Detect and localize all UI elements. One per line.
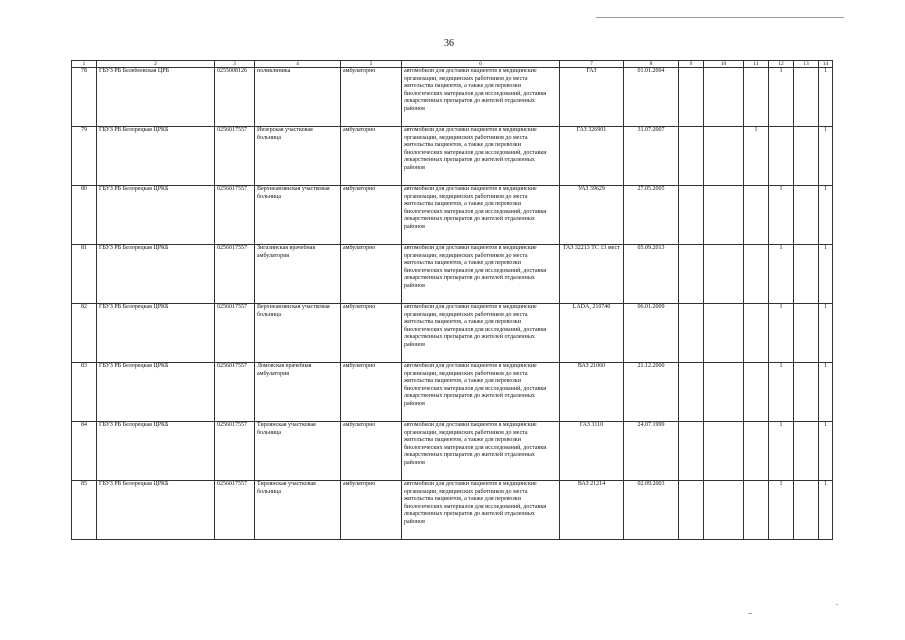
care-type: амбулаторно bbox=[341, 68, 402, 127]
col-11 bbox=[744, 245, 769, 304]
col-13 bbox=[794, 422, 819, 481]
col-12: 1 bbox=[769, 68, 794, 127]
col-11 bbox=[744, 68, 769, 127]
inn: 0256017557 bbox=[215, 304, 255, 363]
col-header: 12 bbox=[769, 61, 794, 68]
commission-date: 31.07.2007 bbox=[624, 127, 679, 186]
organization: ГБУЗ РБ Белорецкая ЦРКБ bbox=[97, 127, 215, 186]
col-10 bbox=[704, 481, 744, 540]
organization: ГБУЗ РБ Белорецкая ЦРКБ bbox=[97, 304, 215, 363]
unit-name: Верхнеавзянская участковая больница bbox=[255, 186, 341, 245]
inn: 0256017557 bbox=[215, 481, 255, 540]
row-number: 84 bbox=[72, 422, 97, 481]
row-number: 81 bbox=[72, 245, 97, 304]
col-header: 5 bbox=[341, 61, 402, 68]
unit-name: поликлиника bbox=[255, 68, 341, 127]
table-row bbox=[72, 422, 833, 481]
col-14: 1 bbox=[819, 127, 833, 186]
col-10 bbox=[704, 304, 744, 363]
col-12 bbox=[769, 127, 794, 186]
commission-date: 02.09.2003 bbox=[624, 481, 679, 540]
unit-name: Зигазинская врачебная амбулатория bbox=[255, 245, 341, 304]
care-type: амбулаторно bbox=[341, 127, 402, 186]
organization: ГБУЗ РБ Белорецкая ЦРКБ bbox=[97, 363, 215, 422]
col-header: 3 bbox=[215, 61, 255, 68]
inn: 0256017557 bbox=[215, 422, 255, 481]
col-12: 1 bbox=[769, 422, 794, 481]
vehicle-purpose: автомобили для доставки пациентов в медицинские организации, медицинских работников до места жительства пациентов, а также для перевозки биологических материалов для исследований, доставки лекарственных препаратов до жителей отдаленных районов bbox=[402, 422, 560, 481]
commission-date: 01.01.2004 bbox=[624, 68, 679, 127]
col-14: 1 bbox=[819, 68, 833, 127]
col-12: 1 bbox=[769, 304, 794, 363]
organization: ГБУЗ РБ Белебеевская ЦРБ bbox=[97, 68, 215, 127]
care-type: амбулаторно bbox=[341, 481, 402, 540]
vehicle-model: УАЗ 39629 bbox=[560, 186, 624, 245]
col-header: 11 bbox=[744, 61, 769, 68]
vehicle-model: LADA, 210740 bbox=[560, 304, 624, 363]
col-header: 7 bbox=[560, 61, 624, 68]
col-11: 1 bbox=[744, 127, 769, 186]
col-14: 1 bbox=[819, 422, 833, 481]
inn: 0255008126 bbox=[215, 68, 255, 127]
col-header: 2 bbox=[97, 61, 215, 68]
col-11 bbox=[744, 481, 769, 540]
row-number: 78 bbox=[72, 68, 97, 127]
table-row bbox=[72, 68, 833, 127]
unit-name: Тирлянская участковая больница bbox=[255, 481, 341, 540]
row-number: 85 bbox=[72, 481, 97, 540]
col-13 bbox=[794, 127, 819, 186]
unit-name: Инзерская участковая больница bbox=[255, 127, 341, 186]
col-9 bbox=[679, 68, 704, 127]
col-header: 14 bbox=[819, 61, 833, 68]
col-10 bbox=[704, 127, 744, 186]
col-13 bbox=[794, 481, 819, 540]
col-12: 1 bbox=[769, 363, 794, 422]
col-13 bbox=[794, 68, 819, 127]
col-9 bbox=[679, 245, 704, 304]
inn: 0256017557 bbox=[215, 186, 255, 245]
commission-date: 24.07.1999 bbox=[624, 422, 679, 481]
col-9 bbox=[679, 304, 704, 363]
header-rule bbox=[596, 17, 844, 18]
col-14: 1 bbox=[819, 304, 833, 363]
col-13 bbox=[794, 304, 819, 363]
table-row bbox=[72, 481, 833, 540]
vehicle-register-table bbox=[71, 60, 833, 540]
unit-name: Ломовская врачебная амбулатория bbox=[255, 363, 341, 422]
col-11 bbox=[744, 304, 769, 363]
col-10 bbox=[704, 68, 744, 127]
table-row bbox=[72, 186, 833, 245]
col-header: 13 bbox=[794, 61, 819, 68]
table-row bbox=[72, 304, 833, 363]
col-14: 1 bbox=[819, 481, 833, 540]
scan-mark bbox=[836, 604, 838, 605]
vehicle-purpose: автомобили для доставки пациентов в медицинские организации, медицинских работников до места жительства пациентов, а также для перевозки биологических материалов для исследований, доставки лекарственных препаратов до жителей отдаленных районов bbox=[402, 481, 560, 540]
col-header: 4 bbox=[255, 61, 341, 68]
col-13 bbox=[794, 186, 819, 245]
col-header: 1 bbox=[72, 61, 97, 68]
col-10 bbox=[704, 363, 744, 422]
col-14: 1 bbox=[819, 186, 833, 245]
col-13 bbox=[794, 363, 819, 422]
organization: ГБУЗ РБ Белорецкая ЦРКБ bbox=[97, 481, 215, 540]
care-type: амбулаторно bbox=[341, 304, 402, 363]
inn: 0256017557 bbox=[215, 127, 255, 186]
care-type: амбулаторно bbox=[341, 363, 402, 422]
inn: 0256017557 bbox=[215, 363, 255, 422]
vehicle-purpose: автомобили для доставки пациентов в медицинские организации, медицинских работников до места жительства пациентов, а также для перевозки биологических материалов для исследований, доставки лекарственных препаратов до жителей отдаленных районов bbox=[402, 127, 560, 186]
row-number: 80 bbox=[72, 186, 97, 245]
table-row bbox=[72, 127, 833, 186]
scan-mark bbox=[748, 613, 752, 614]
col-12: 1 bbox=[769, 481, 794, 540]
col-11 bbox=[744, 363, 769, 422]
vehicle-model: ВАЗ 21214 bbox=[560, 481, 624, 540]
vehicle-model: ГАЗ 3110 bbox=[560, 422, 624, 481]
vehicle-model: ГАЗ 32213 ТС 13 мест bbox=[560, 245, 624, 304]
col-14: 1 bbox=[819, 363, 833, 422]
col-12: 1 bbox=[769, 245, 794, 304]
col-header: 10 bbox=[704, 61, 744, 68]
vehicle-purpose: автомобили для доставки пациентов в медицинские организации, медицинских работников до места жительства пациентов, а также для перевозки биологических материалов для исследований, доставки лекарственных препаратов до жителей отдаленных районов bbox=[402, 245, 560, 304]
unit-name: Верхнеавзянская участковая больница bbox=[255, 304, 341, 363]
care-type: амбулаторно bbox=[341, 422, 402, 481]
col-13 bbox=[794, 245, 819, 304]
col-9 bbox=[679, 363, 704, 422]
col-12: 1 bbox=[769, 186, 794, 245]
col-10 bbox=[704, 245, 744, 304]
row-number: 82 bbox=[72, 304, 97, 363]
col-9 bbox=[679, 186, 704, 245]
col-11 bbox=[744, 186, 769, 245]
vehicle-purpose: автомобили для доставки пациентов в медицинские организации, медицинских работников до места жительства пациентов, а также для перевозки биологических материалов для исследований, доставки лекарственных препаратов до жителей отдаленных районов bbox=[402, 186, 560, 245]
vehicle-purpose: автомобили для доставки пациентов в медицинские организации, медицинских работников до места жительства пациентов, а также для перевозки биологических материалов для исследований, доставки лекарственных препаратов до жителей отдаленных районов bbox=[402, 304, 560, 363]
organization: ГБУЗ РБ Белорецкая ЦРКБ bbox=[97, 245, 215, 304]
table-row bbox=[72, 363, 833, 422]
commission-date: 05.09.2013 bbox=[624, 245, 679, 304]
inn: 0256017557 bbox=[215, 245, 255, 304]
col-10 bbox=[704, 186, 744, 245]
organization: ГБУЗ РБ Белорецкая ЦРКБ bbox=[97, 186, 215, 245]
vehicle-purpose: автомобили для доставки пациентов в медицинские организации, медицинских работников до места жительства пациентов, а также для перевозки биологических материалов для исследований, доставки лекарственных препаратов до жителей отдаленных районов bbox=[402, 68, 560, 127]
vehicle-model: ГАЗ 326901 bbox=[560, 127, 624, 186]
col-14: 1 bbox=[819, 245, 833, 304]
unit-name: Тирлянская участковая больница bbox=[255, 422, 341, 481]
row-number: 83 bbox=[72, 363, 97, 422]
col-11 bbox=[744, 422, 769, 481]
page-number: 36 bbox=[444, 38, 454, 49]
col-header: 6 bbox=[402, 61, 560, 68]
vehicle-purpose: автомобили для доставки пациентов в медицинские организации, медицинских работников до места жительства пациентов, а также для перевозки биологических материалов для исследований, доставки лекарственных препаратов до жителей отдаленных районов bbox=[402, 363, 560, 422]
vehicle-model: ГАЗ bbox=[560, 68, 624, 127]
table-row bbox=[72, 245, 833, 304]
column-number-row bbox=[72, 61, 833, 68]
col-9 bbox=[679, 422, 704, 481]
col-9 bbox=[679, 481, 704, 540]
vehicle-model: ВАЗ 21060 bbox=[560, 363, 624, 422]
commission-date: 21.12.2000 bbox=[624, 363, 679, 422]
col-10 bbox=[704, 422, 744, 481]
commission-date: 06.01.2009 bbox=[624, 304, 679, 363]
care-type: амбулаторно bbox=[341, 186, 402, 245]
col-9 bbox=[679, 127, 704, 186]
organization: ГБУЗ РБ Белорецкая ЦРКБ bbox=[97, 422, 215, 481]
col-header: 8 bbox=[624, 61, 679, 68]
care-type: амбулаторно bbox=[341, 245, 402, 304]
col-header: 9 bbox=[679, 61, 704, 68]
commission-date: 27.05.2005 bbox=[624, 186, 679, 245]
row-number: 79 bbox=[72, 127, 97, 186]
